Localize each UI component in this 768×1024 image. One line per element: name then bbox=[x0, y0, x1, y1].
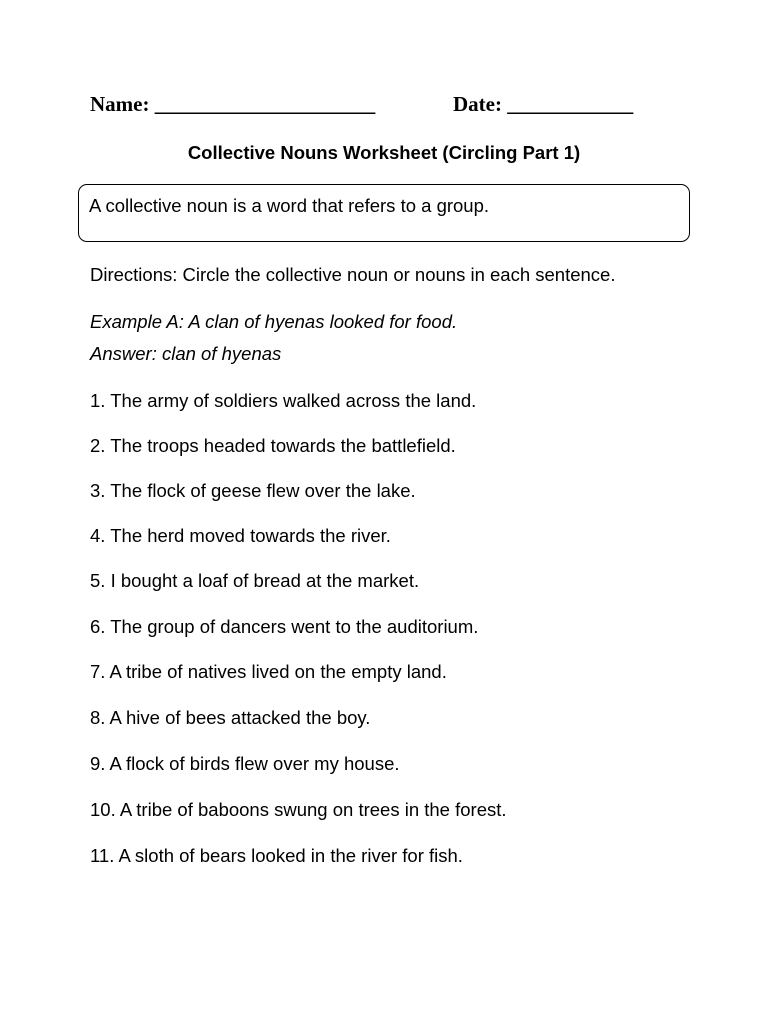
sentence-item: 1. The army of soldiers walked across the land. bbox=[90, 390, 477, 411]
sentence-item: 2. The troops headed towards the battlefield. bbox=[90, 435, 456, 456]
name-field: Name: _____________________ bbox=[90, 92, 376, 116]
date-field: Date: ____________ bbox=[453, 92, 634, 116]
sentence-item: 6. The group of dancers went to the auditorium. bbox=[90, 616, 479, 637]
sentence-item: 4. The herd moved towards the river. bbox=[90, 525, 391, 546]
sentence-item: 7. A tribe of natives lived on the empty land. bbox=[90, 661, 447, 682]
name-date-header bbox=[90, 92, 634, 117]
sentence-item: 8. A hive of bees attacked the boy. bbox=[90, 707, 371, 728]
sentence-item: 11. A sloth of bears looked in the river for fish. bbox=[90, 845, 463, 866]
example-answer: Answer: clan of hyenas bbox=[90, 343, 282, 364]
definition-box bbox=[78, 184, 690, 242]
worksheet-title: Collective Nouns Worksheet (Circling Part 1) bbox=[187, 142, 581, 163]
definition-text: A collective noun is a word that refers to a group. bbox=[89, 195, 490, 216]
directions-text: Directions: Circle the collective noun or nouns in each sentence. bbox=[90, 264, 616, 285]
sentence-item: 10. A tribe of baboons swung on trees in the forest. bbox=[90, 799, 507, 820]
example-question: Example A: A clan of hyenas looked for food. bbox=[90, 311, 458, 332]
sentence-item: 5. I bought a loaf of bread at the market. bbox=[90, 570, 420, 591]
sentence-item: 3. The flock of geese flew over the lake. bbox=[90, 480, 416, 501]
sentence-item: 9. A flock of birds flew over my house. bbox=[90, 753, 400, 774]
